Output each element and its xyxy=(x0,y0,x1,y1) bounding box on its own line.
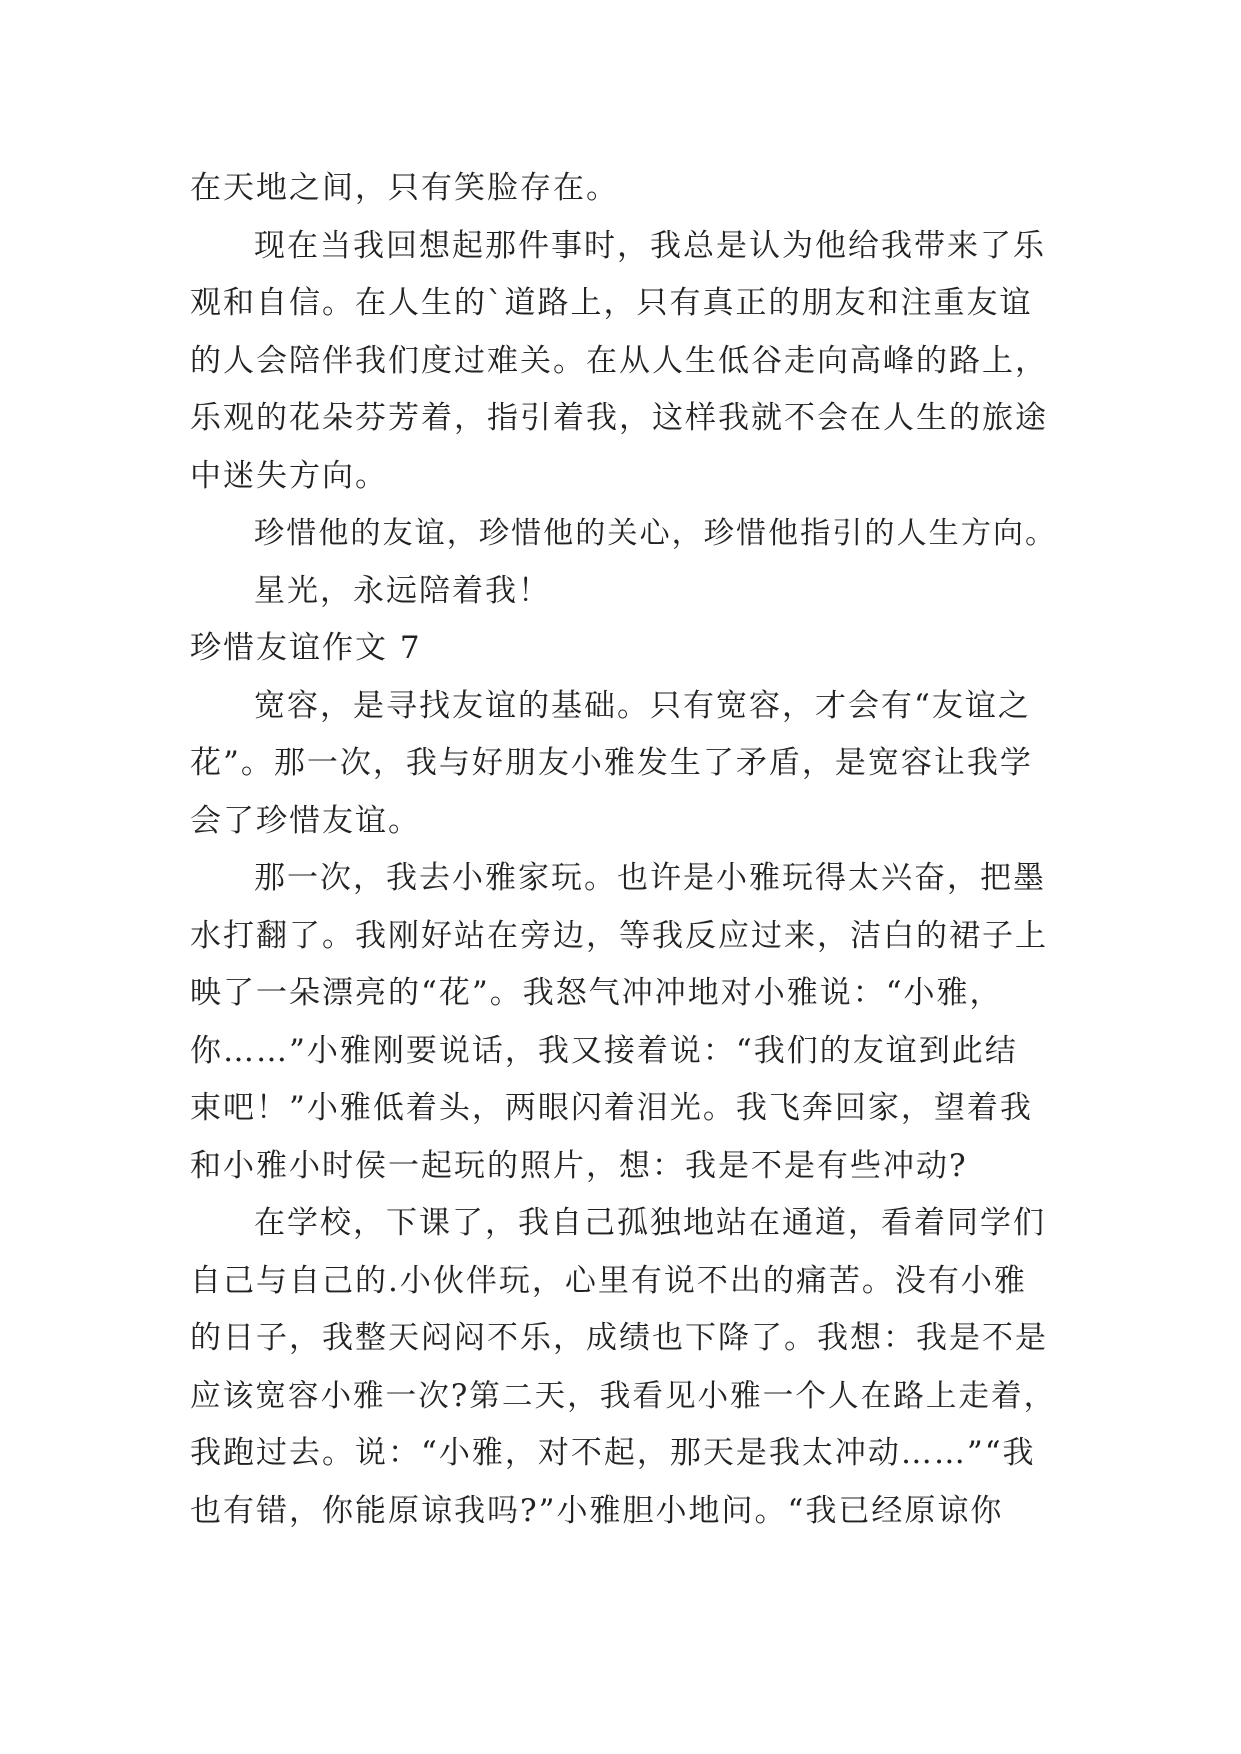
text-line: 的人会陪伴我们度过难关。在从人生低谷走向高峰的路上， xyxy=(190,342,1048,379)
text-line: 珍惜他的友谊，珍惜他的关心，珍惜他指引的人生方向。 xyxy=(254,516,1058,551)
section-heading: 珍惜友谊作文 7 xyxy=(190,630,422,666)
text-line: 你……”小雅刚要说话，我又接着说：“我们的友谊到此结 xyxy=(190,1032,1018,1069)
text-line: 现在当我回想起那件事时，我总是认为他给我带来了乐 xyxy=(254,227,1046,264)
text-line: 那一次，我去小雅家玩。也许是小雅玩得太兴奋，把墨 xyxy=(254,860,1046,896)
text-line: 宽容，是寻找友谊的基础。只有宽容，才会有“友谊之 xyxy=(254,687,1031,724)
text-line: 束吧！”小雅低着头，两眼闪着泪光。我飞奔回家，望着我 xyxy=(190,1090,1033,1126)
text-line: 我跑过去。说：“小雅，对不起，那天是我太冲动……”“我 xyxy=(190,1435,1036,1471)
text-line: 自己与自己的.小伙伴玩，心里有说不出的痛苦。没有小雅 xyxy=(190,1262,1027,1299)
text-line: 会了珍惜友谊。 xyxy=(190,802,421,839)
text-line: 在天地之间，只有笑脸存在。 xyxy=(190,170,619,206)
text-line: 和小雅小时侯一起玩的照片，想：我是不是有些冲动? xyxy=(190,1147,968,1184)
text-line: 观和自信。在人生的`道路上，只有真正的朋友和注重友谊 xyxy=(190,285,1033,321)
text-line: 花”。那一次，我与好朋友小雅发生了矛盾，是宽容让我学 xyxy=(190,745,1033,781)
document-body xyxy=(190,160,1060,1540)
text-line: 中迷失方向。 xyxy=(190,457,388,494)
text-line: 映了一朵漂亮的“花”。我怒气冲冲地对小雅说：“小雅， xyxy=(190,975,1003,1011)
text-line: 的日子，我整天闷闷不乐，成绩也下降了。我想：我是不是 xyxy=(190,1320,1048,1356)
text-line: 应该宽容小雅一次?第二天，我看见小雅一个人在路上走着， xyxy=(190,1378,1057,1414)
text-line: 在学校，下课了，我自己孤独地站在通道，看着同学们 xyxy=(254,1205,1046,1241)
text-line: 水打翻了。我刚好站在旁边，等我反应过来，洁白的裙子上 xyxy=(190,917,1048,954)
text-line: 乐观的花朵芬芳着，指引着我，这样我就不会在人生的旅途 xyxy=(190,400,1048,436)
text-line: 星光，永远陪着我！ xyxy=(254,572,551,609)
text-line: 也有错，你能原谅我吗?”小雅胆小地问。“我已经原谅你 xyxy=(190,1492,1004,1529)
